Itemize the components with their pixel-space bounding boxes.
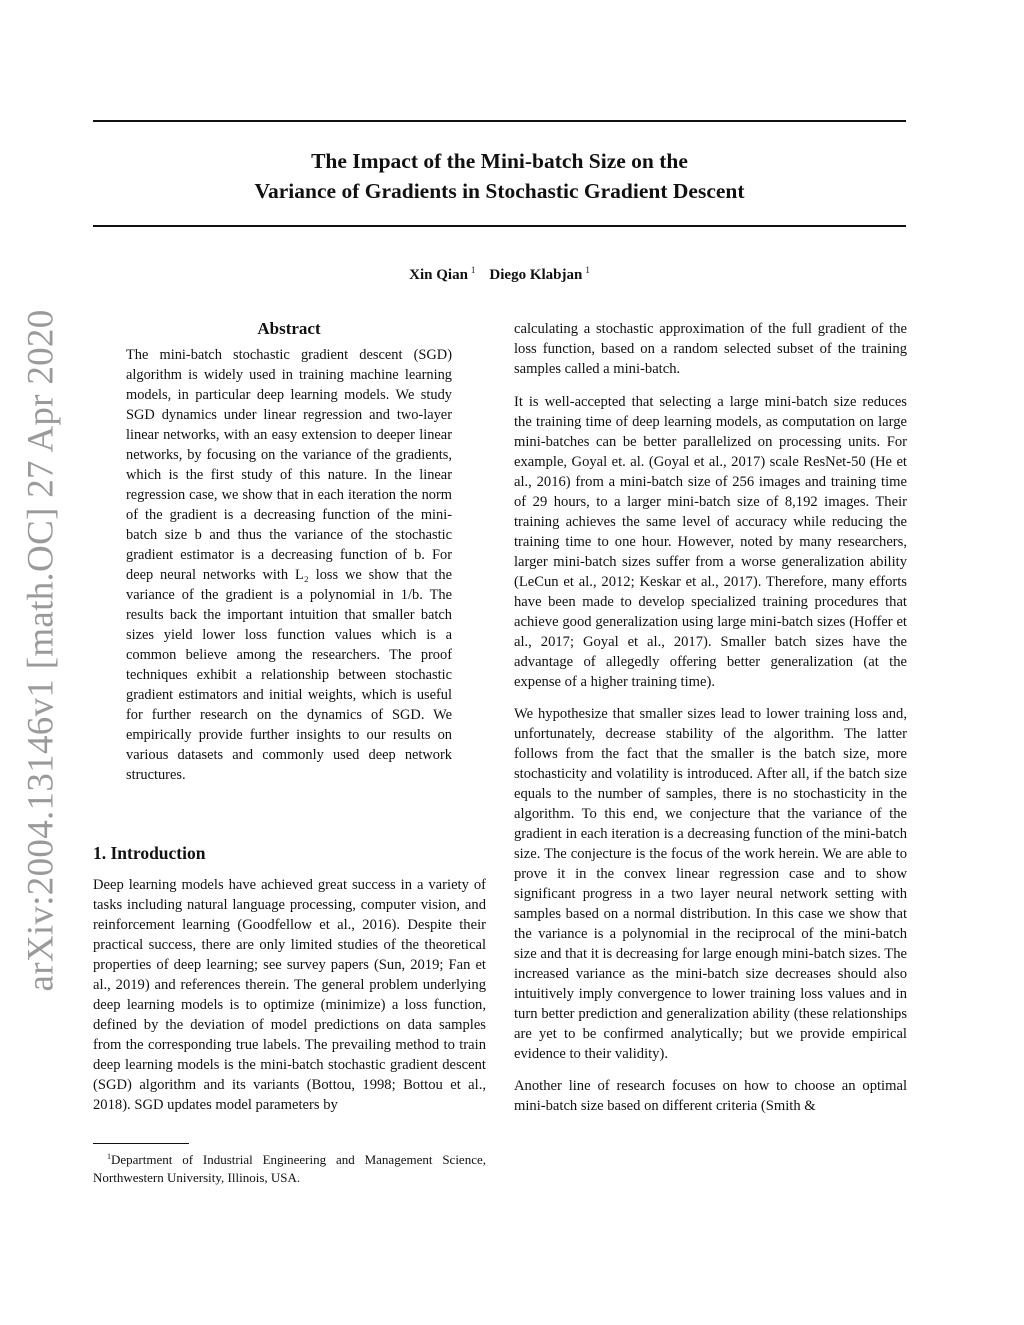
title-rule-bottom [93,225,906,227]
body-paragraph: We hypothesize that smaller sizes lead to lower training loss and, unfortunately, decrease stability of the algorithm. The latter follows from the fact that the smaller is the batch size, more stochasticity and volatility is introduced. After all, if the batch size equals to the number of samples, there is no stochasticity in the algorithm. To this end, we conjecture that the variance of the gradient in each iteration is a decreasing function of the mini-batch size. The conjecture is the focus of the work herein. We are able to prove it in the convex linear regression case and to show significant progress in a two layer neural network setting with samples based on a normal distribution. In this case we show that the variance is a polynomial in the reciprocal of the mini-batch size and that it is decreasing for large enough mini-batch sizes. The increased variance as the mini-batch size decreases should also intuitively imply convergence to lower training loss values and in turn better prediction and generalization ability (these relationships are yet to be confirmed analytically; but we provide empirical evidence to their validity). [514,706,907,1062]
title-line-1: The Impact of the Mini-batch Size on the [311,149,688,173]
arxiv-identifier: arXiv:2004.13146v1 [math.OC] 27 Apr 2020 [20,308,62,992]
body-paragraph: It is well-accepted that selecting a large mini-batch size reduces the training time of deep learning models, as computation on large mini-batches can be better parallelized on processing units. For example, Goyal et. al. (Goyal et al., 2017) scale ResNet-50 (He et al., 2016) from a mini-batch size of 256 images and training time of 29 hours, to a larger mini-batch size of 8,192 images. Their training achieves the same level of accuracy while reducing the training time to one hour. However, noted by many researchers, larger mini-batch sizes suffer from a worse generalization ability (LeCun et al., 2012; Keskar et al., 2017). Therefore, many efforts have been made to develop specialized training procedures that achieve good generalization using large mini-batch sizes (Hoffer et al., 2017; Goyal et al., 2017). Smaller batch sizes have the advantage of allegedly offering better generalization (at the expense of a higher training time). [514,394,907,690]
title-rule-top [93,120,906,122]
paper-title [93,146,906,206]
author-name: Xin Qian [409,267,468,283]
footnote-mark: 1 [107,1152,111,1161]
footnote [93,1148,486,1186]
author-list [93,259,906,286]
body-paragraph: calculating a stochastic approximation of the full gradient of the loss function, based on a random selected subset of the training samples called a mini-batch. [514,321,907,377]
body-paragraph: Another line of research focuses on how to choose an optimal mini-batch size based on different criteria (Smith & [514,1078,907,1114]
footnote-rule [93,1143,189,1144]
right-column [514,319,907,1116]
abstract-text: The mini-batch stochastic gradient descent (SGD) algorithm is widely used in training machine learning models, in particular deep learning models. We study SGD dynamics under linear regression and two-layer linear networks, with an easy extension to deeper linear networks, by focusing on the variance of the gradients, which is the first study of this nature. In the linear regression case, we show that in each iteration the norm of the gradient is a decreasing function of the mini-batch size b and thus the variance of the stochastic gradient estimator is a decreasing function of b. For deep neural networks with L₂ loss we show that the variance of the gradient is a polynomial in 1/b. The results back the important intuition that smaller batch sizes yield lower loss function values which is a common believe among the researchers. The proof techniques exhibit a relationship between stochastic gradient estimators and initial weights, which is useful for further research on the dynamics of SGD. We empirically provide further insights to our results on various datasets and commonly used deep network structures. [126,347,452,783]
author-name: Diego Klabjan [489,267,583,283]
affiliation-mark: 1 [585,265,590,275]
footnote-text: Department of Industrial Engineering and Management Science, Northwestern University, Illinois, USA. [93,1152,486,1185]
abstract-heading: Abstract [257,319,321,338]
arxiv-stamp [16,308,66,992]
affiliation-mark: 1 [470,265,476,275]
introduction-paragraph: Deep learning models have achieved great success in a variety of tasks including natural language processing, computer vision, and reinforcement learning (Goodfellow et al., 2016). Despite their practical success, there are only limited studies of the theoretical properties of deep learning; see survey papers (Sun, 2019; Fan et al., 2019) and references therein. The general problem underlying deep learning models is to optimize (minimize) a loss function, defined by the deviation of model predictions on data samples from the corresponding true labels. The prevailing method to train deep learning models is the mini-batch stochastic gradient descent (SGD) algorithm and its variants (Bottou, 1998; Bottou et al., 2018). SGD updates model parameters by [93,877,486,1113]
section-heading-introduction: 1. Introduction [93,843,206,863]
title-line-2: Variance of Gradients in Stochastic Gradient Descent [254,179,745,203]
